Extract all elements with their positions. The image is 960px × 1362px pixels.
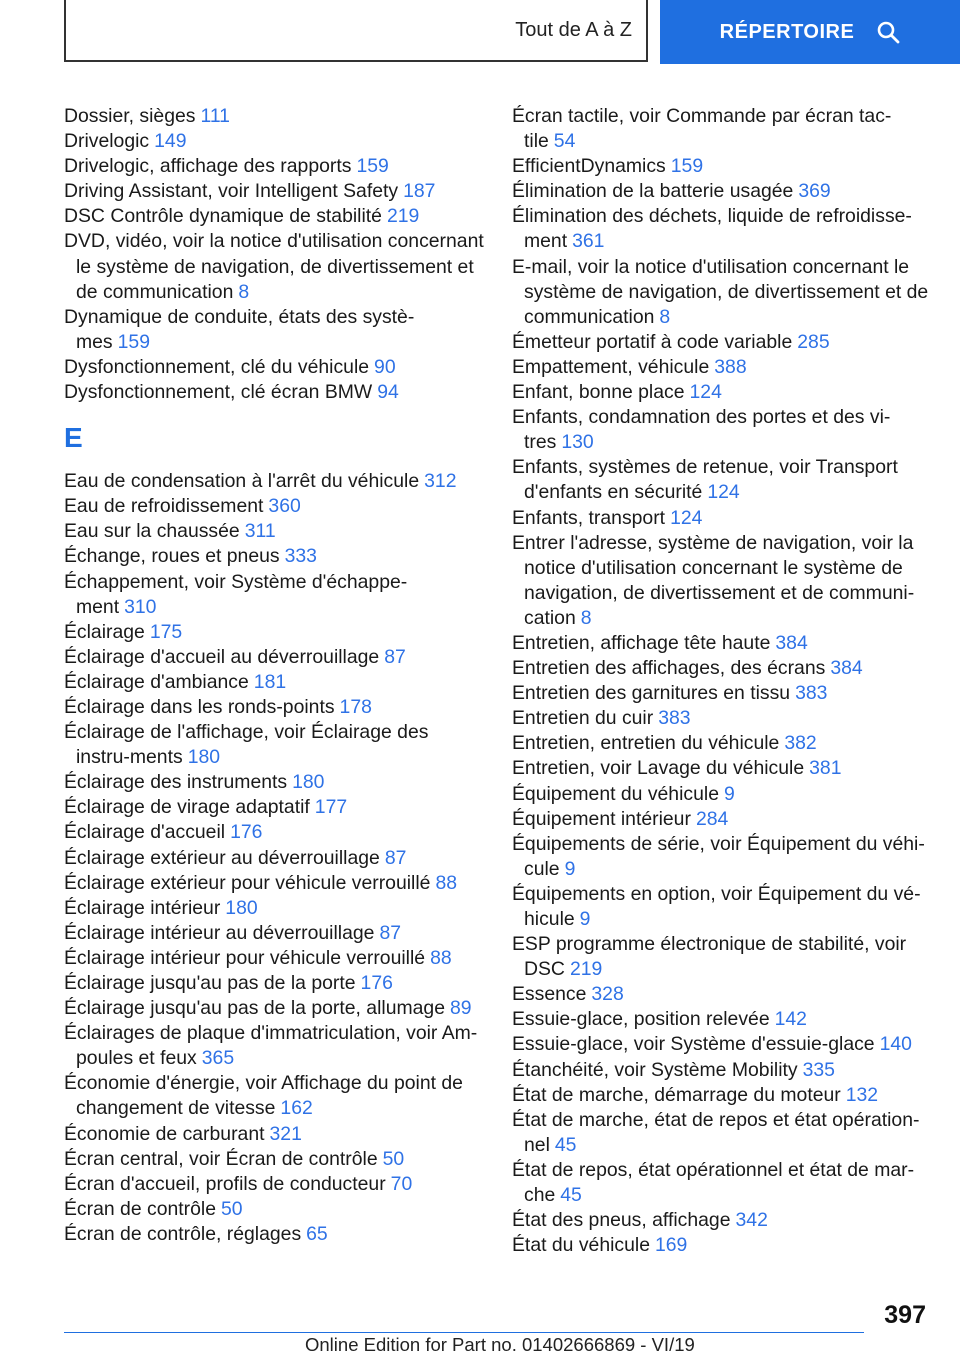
page-reference-link[interactable]: 333 — [284, 545, 317, 568]
index-entry-text: Éclairage — [64, 620, 145, 643]
index-entry — [512, 1158, 932, 1208]
index-entry-text: Échappement, voir Système d'échappe-ment — [64, 570, 408, 618]
index-entry — [512, 756, 932, 781]
index-entry-text: Écran de contrôle, réglages — [64, 1222, 302, 1245]
index-entry-text: Enfants, systèmes de retenue, voir Transport d'enfants en sécurité — [512, 456, 898, 504]
index-entry — [64, 1147, 484, 1172]
index-entry-text: Éclairage jusqu'au pas de la porte, allumage — [64, 997, 445, 1020]
index-entry — [512, 204, 932, 254]
page-reference-link[interactable]: 177 — [314, 796, 348, 819]
page-reference-link[interactable]: 124 — [707, 481, 740, 504]
index-entry — [64, 229, 484, 304]
page-reference-link[interactable]: 9 — [723, 782, 735, 805]
index-entry-text: État de marche, état de repos et état opération-nel — [512, 1108, 920, 1156]
page-reference-link[interactable]: 180 — [225, 896, 258, 919]
index-entry — [512, 506, 932, 531]
index-entry — [512, 1233, 932, 1258]
page-reference-link[interactable]: 178 — [339, 695, 372, 718]
index-entry-text: État du véhicule — [512, 1234, 650, 1257]
page-reference-link[interactable]: 285 — [797, 330, 830, 353]
index-entry-text: Essuie-glace, voir Système d'essuie-glace — [512, 1033, 875, 1056]
page-reference-link[interactable]: 187 — [403, 180, 436, 203]
page-reference-link[interactable]: 383 — [658, 707, 691, 730]
page-reference-link[interactable]: 284 — [695, 807, 729, 830]
index-entry-text: État de marche, démarrage du moteur — [512, 1083, 841, 1106]
index-entry-text: Éclairages de plaque d'immatriculation, voir Am-poules et feux — [64, 1022, 478, 1070]
page-reference-link[interactable]: 175 — [149, 620, 183, 643]
page-reference-link[interactable]: 360 — [268, 495, 301, 518]
index-entry — [512, 1007, 932, 1032]
index-entry — [512, 1032, 932, 1057]
index-entry-text: Éclairage d'accueil au déverrouillage — [64, 645, 380, 668]
index-entry-text: Essuie-glace, position relevée — [512, 1008, 770, 1031]
index-entry — [512, 380, 932, 405]
page-reference-link[interactable]: 383 — [795, 682, 828, 705]
index-entry-text: Dysfonctionnement, clé du véhicule — [64, 355, 370, 378]
search-icon — [876, 20, 900, 44]
page-reference-link[interactable]: 382 — [784, 732, 817, 755]
index-entry — [64, 971, 484, 996]
index-entry — [64, 720, 484, 770]
index-entry-text: Écran d'accueil, profils de conducteur — [64, 1172, 386, 1195]
index-entry-text: Étanchéité, voir Système Mobility — [512, 1058, 798, 1081]
page-reference-link[interactable]: 90 — [374, 355, 396, 378]
page-reference-link[interactable]: 8 — [238, 280, 250, 303]
page-reference-link[interactable]: 88 — [430, 946, 452, 969]
index-entry — [64, 1021, 484, 1071]
index-entry-text: Entrer l'adresse, système de navigation, voir la notice d'utilisation concernant le système de navigation, de divertissement et de communi-cation — [512, 531, 915, 629]
index-entry — [64, 846, 484, 871]
index-entry — [64, 570, 484, 620]
index-entry — [64, 1071, 484, 1121]
tab-az-label: Tout de A à Z — [515, 18, 632, 41]
page-reference-link[interactable]: 9 — [579, 908, 591, 930]
index-entry-text: Enfant, bonne place — [512, 381, 685, 404]
page-reference-link[interactable]: 181 — [253, 670, 287, 693]
index-entry-text: Éclairage de virage adaptatif — [64, 796, 310, 819]
index-entry — [64, 179, 484, 204]
index-entry-text: Éclairage dans les ronds-points — [64, 695, 335, 718]
page-reference-link[interactable]: 65 — [306, 1222, 328, 1245]
footer-edition: Online Edition for Part no. 01402666869 - VI/19 — [305, 1334, 695, 1355]
index-entry — [64, 104, 484, 129]
page-reference-link[interactable]: 321 — [269, 1122, 302, 1145]
index-entries-d — [64, 104, 484, 405]
page-reference-link[interactable]: 70 — [390, 1172, 413, 1195]
page-reference-link[interactable]: 169 — [654, 1234, 688, 1257]
page-reference-link[interactable]: 159 — [356, 155, 389, 178]
index-entry — [512, 706, 932, 731]
page-reference-link[interactable]: 365 — [201, 1047, 235, 1070]
page-reference-link[interactable]: 328 — [591, 983, 624, 1006]
footer-divider — [64, 1332, 864, 1333]
index-entry — [512, 932, 932, 982]
index-entry — [512, 1208, 932, 1233]
index-entry-text: Élimination de la batterie usagée — [512, 180, 794, 203]
index-column-left — [64, 104, 484, 1247]
index-entry-text: Éclairage extérieur pour véhicule verrouillé — [64, 871, 431, 894]
index-entry — [512, 1058, 932, 1083]
index-entry — [64, 1197, 484, 1222]
page-reference-link[interactable]: 162 — [280, 1097, 313, 1120]
index-entry — [64, 380, 484, 405]
index-entry-text: Enfants, condamnation des portes et des vi-tres — [512, 406, 891, 454]
page-reference-link[interactable]: 124 — [670, 506, 703, 529]
index-entry — [64, 305, 484, 355]
index-entry — [64, 1122, 484, 1147]
index-entry-text: Émetteur portatif à code variable — [512, 330, 793, 353]
index-entry-text: Entretien, entretien du véhicule — [512, 732, 780, 755]
page-reference-link[interactable]: 176 — [230, 821, 263, 844]
index-entry — [64, 795, 484, 820]
index-entry-text: Échange, roues et pneus — [64, 545, 280, 568]
index-entry — [512, 405, 932, 455]
page-reference-link[interactable]: 8 — [659, 305, 671, 328]
index-entry-text: Éclairage d'accueil — [64, 821, 226, 844]
page-reference-link[interactable]: 50 — [220, 1197, 243, 1220]
index-entry-text: Essence — [512, 983, 587, 1006]
page-reference-link[interactable]: 89 — [450, 997, 472, 1020]
index-entry-text: Entretien du cuir — [512, 707, 654, 730]
index-entry-text: Enfants, transport — [512, 506, 666, 529]
index-entry-text: Empattement, véhicule — [512, 355, 710, 378]
page-reference-link[interactable]: 140 — [879, 1033, 912, 1056]
index-entry-text: Éclairage des instruments — [64, 771, 288, 794]
page-number: 397 — [884, 1301, 926, 1329]
index-entry — [512, 104, 932, 154]
index-entry-text: E-mail, voir la notice d'utilisation concernant le système de navigation, de divertissement et de communication — [512, 255, 929, 328]
page-reference-link[interactable]: 54 — [553, 130, 576, 153]
index-entry — [512, 882, 932, 932]
page-reference-link[interactable]: 8 — [580, 606, 592, 629]
index-entry — [64, 154, 484, 179]
index-entry — [64, 670, 484, 695]
page-reference-link[interactable]: 111 — [200, 105, 230, 127]
index-entry-text: Entretien des affichages, des écrans — [512, 657, 826, 680]
page-reference-link[interactable]: 124 — [689, 381, 722, 404]
page-reference-link[interactable]: 180 — [292, 771, 325, 794]
page-reference-link[interactable]: 132 — [845, 1083, 879, 1106]
tab-repertoire-label: RÉPERTOIRE — [719, 20, 855, 43]
index-entry — [512, 656, 932, 681]
index-entry-text: Économie d'énergie, voir Affichage du point de changement de vitesse — [64, 1072, 463, 1120]
index-entry — [512, 255, 932, 330]
page-reference-link[interactable]: 335 — [802, 1058, 835, 1081]
index-entry-text: Dossier, sièges — [64, 105, 196, 127]
page-reference-link[interactable]: 142 — [774, 1008, 807, 1031]
page-reference-link[interactable]: 45 — [554, 1133, 577, 1156]
page-reference-link[interactable]: 311 — [244, 520, 276, 543]
index-entry — [512, 355, 932, 380]
index-entry — [64, 896, 484, 921]
index-entry-text: Eau de refroidissement — [64, 495, 264, 518]
page-reference-link[interactable]: 87 — [379, 921, 402, 944]
index-entry — [64, 820, 484, 845]
index-entry — [64, 519, 484, 544]
page-reference-link[interactable]: 342 — [735, 1209, 768, 1232]
index-entry-text: Eau sur la chaussée — [64, 520, 240, 543]
page-reference-link[interactable]: 50 — [382, 1147, 405, 1170]
index-entry-text: Éclairage d'ambiance — [64, 670, 249, 693]
index-entry — [512, 832, 932, 882]
index-entry-text: Éclairage de l'affichage, voir Éclairage des instru-ments — [64, 721, 429, 769]
page-reference-link[interactable]: 87 — [384, 846, 407, 869]
index-entry — [512, 731, 932, 756]
page-reference-link[interactable]: 180 — [187, 746, 221, 769]
page-reference-link[interactable]: 94 — [377, 381, 399, 404]
tab-repertoire[interactable] — [660, 0, 960, 64]
index-entry — [512, 1108, 932, 1158]
index-entry-text: Équipements de série, voir Équipement du véhi-cule — [512, 832, 925, 880]
index-entry-text: Driving Assistant, voir Intelligent Safety — [64, 180, 399, 203]
index-entry-text: Éclairage intérieur au déverrouillage — [64, 921, 375, 944]
index-entry — [512, 1083, 932, 1108]
section-letter: E — [64, 422, 83, 454]
page-reference-link[interactable]: 176 — [360, 972, 393, 994]
index-entry-text: Éclairage intérieur — [64, 896, 221, 919]
index-entry-text: Entretien, affichage tête haute — [512, 631, 771, 654]
page-reference-link[interactable]: 219 — [569, 958, 603, 981]
index-entry-text: Éclairage jusqu'au pas de la porte — [64, 972, 356, 994]
page-reference-link[interactable]: 384 — [830, 657, 863, 680]
index-entry — [512, 179, 932, 204]
index-entry-text: DSC Contrôle dynamique de stabilité — [64, 205, 382, 228]
index-entry-text: Dynamique de conduite, états des systè-mes — [64, 305, 415, 353]
index-entry — [64, 871, 484, 896]
index-entry — [64, 544, 484, 569]
page-reference-link[interactable]: 388 — [714, 355, 747, 378]
index-entry — [64, 645, 484, 670]
index-entry-text: Écran de contrôle — [64, 1197, 216, 1220]
index-entry — [64, 996, 484, 1021]
index-entry — [64, 469, 484, 494]
index-entry — [64, 695, 484, 720]
index-entry-text: EfficientDynamics — [512, 155, 666, 178]
index-entry-text: Éclairage extérieur au déverrouillage — [64, 846, 380, 869]
index-entry — [64, 1222, 484, 1247]
page-reference-link[interactable]: 159 — [117, 330, 150, 353]
page-reference-link[interactable]: 45 — [560, 1184, 582, 1207]
page-reference-link[interactable]: 159 — [670, 155, 704, 178]
index-entry — [64, 921, 484, 946]
index-entry-text: Drivelogic — [64, 130, 150, 153]
page-reference-link[interactable]: 381 — [809, 757, 842, 780]
index-column-right — [512, 104, 932, 1258]
index-entry — [512, 782, 932, 807]
page-reference-link[interactable]: 384 — [775, 631, 808, 654]
index-entry-text: État de repos, état opérationnel et état de mar-che — [512, 1158, 915, 1207]
index-entry — [64, 204, 484, 229]
index-entry-text: DVD, vidéo, voir la notice d'utilisation concernant le système de navigation, de divertissement et de communication — [64, 230, 484, 303]
index-entry-text: Équipements en option, voir Équipement du vé-hicule — [512, 882, 921, 930]
page-reference-link[interactable]: 87 — [384, 645, 406, 668]
index-entry — [64, 946, 484, 971]
page-reference-link[interactable]: 130 — [561, 431, 594, 454]
index-entry-text: Écran tactile, voir Commande par écran tac-tile — [512, 105, 892, 153]
index-entry-text: Élimination des déchets, liquide de refroidisse-ment — [512, 205, 912, 253]
index-entry-text: Écran central, voir Écran de contrôle — [64, 1147, 378, 1170]
tab-tout-de-a-a-z[interactable] — [64, 0, 648, 62]
index-entries-e-continued — [512, 104, 932, 1258]
index-entry — [512, 154, 932, 179]
index-entry-text: Entretien des garnitures en tissu — [512, 682, 791, 705]
index-entry-text: ESP programme électronique de stabilité, voir DSC — [512, 933, 907, 981]
index-entry-text: Équipement intérieur — [512, 807, 691, 830]
index-entry — [64, 770, 484, 795]
index-entry-text: Dysfonctionnement, clé écran BMW — [64, 381, 373, 404]
index-entry — [64, 355, 484, 380]
top-navigation — [0, 0, 960, 66]
index-entry — [512, 681, 932, 706]
page-reference-link[interactable]: 9 — [564, 857, 576, 880]
index-entry — [512, 982, 932, 1007]
index-entry-text: Économie de carburant — [64, 1122, 265, 1145]
index-entry — [64, 620, 484, 645]
index-entry — [512, 330, 932, 355]
index-entry — [512, 631, 932, 656]
index-entry — [64, 1172, 484, 1197]
page-reference-link[interactable]: 149 — [154, 130, 187, 153]
index-entry-text: Eau de condensation à l'arrêt du véhicule — [64, 470, 420, 493]
page-reference-link[interactable]: 361 — [572, 230, 605, 253]
page-reference-link[interactable]: 312 — [424, 470, 457, 493]
index-entry-text: État des pneus, affichage — [512, 1209, 731, 1232]
index-entry-text: Éclairage intérieur pour véhicule verrouillé — [64, 946, 426, 969]
index-entry — [64, 494, 484, 519]
index-entries-e — [64, 469, 484, 1247]
index-entry — [64, 129, 484, 154]
index-entry — [512, 455, 932, 505]
index-entry-text: Équipement du véhicule — [512, 782, 719, 805]
page-reference-link[interactable]: 219 — [386, 205, 420, 228]
index-entry-text: Entretien, voir Lavage du véhicule — [512, 757, 805, 780]
index-entry — [512, 531, 932, 631]
index-entry — [512, 807, 932, 832]
page-reference-link[interactable]: 310 — [124, 595, 157, 618]
index-entry-text: Drivelogic, affichage des rapports — [64, 155, 352, 178]
page-reference-link[interactable]: 369 — [798, 180, 831, 203]
page-reference-link[interactable]: 88 — [435, 871, 458, 894]
